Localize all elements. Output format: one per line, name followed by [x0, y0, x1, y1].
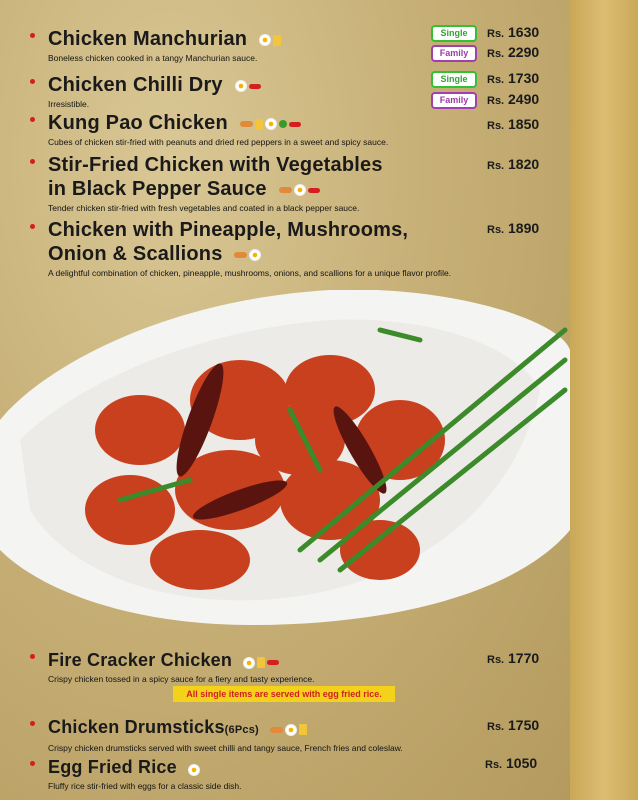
currency: Rs. — [487, 120, 505, 132]
item-description: A delightful combination of chicken, pineapple, mushrooms, onions, and scallions for a unique flavor profile. — [48, 267, 452, 278]
item-name-line-1: Stir-Fried Chicken with Vegetables — [48, 154, 383, 176]
egg-icon — [249, 249, 261, 261]
item-description: Crispy chicken tossed in a spicy sauce for a fiery and tasty experience. — [48, 674, 315, 685]
item-description: Irresistible. — [48, 98, 90, 109]
bullet-icon — [30, 654, 35, 659]
bullet-icon — [30, 224, 35, 229]
item-name: Chicken Chilli Dry — [48, 74, 223, 96]
bullet-icon — [30, 721, 35, 726]
item-icons — [240, 112, 303, 136]
item-name: Chicken Drumsticks — [48, 717, 225, 737]
item-name-line-1: Chicken with Pineapple, Mushrooms, — [48, 219, 409, 241]
price-single — [487, 24, 539, 40]
item-icons — [243, 649, 281, 673]
currency: Rs. — [487, 721, 505, 733]
amount: 1730 — [508, 70, 540, 86]
fries-icon — [273, 35, 281, 46]
menu-item-stir-fried-chicken — [34, 153, 383, 213]
gold-side-strip — [570, 0, 638, 800]
egg-fried-rice-note: All single items are served with egg fried rice. — [173, 686, 395, 702]
amount: 1820 — [508, 156, 540, 172]
leaf-icon — [279, 120, 287, 128]
bullet-icon — [30, 33, 35, 38]
amount: 1630 — [508, 24, 540, 40]
item-name-line-2: in Black Pepper Sauce — [48, 178, 267, 200]
egg-icon — [285, 724, 297, 736]
item-icons — [259, 28, 283, 52]
chili-icon — [289, 122, 301, 127]
item-description: Crispy chicken drumsticks served with sweet chilli and tangy sauce, French fries and coleslaw. — [48, 743, 403, 753]
amount: 1050 — [506, 755, 538, 771]
amount: 1890 — [508, 220, 540, 236]
price-family — [487, 44, 539, 60]
currency: Rs. — [487, 654, 505, 666]
currency: Rs. — [487, 160, 505, 172]
bullet-icon — [30, 159, 35, 164]
item-name: Chicken Manchurian — [48, 28, 248, 50]
item-icons — [188, 756, 202, 780]
chili-icon — [308, 188, 320, 193]
currency: Rs. — [485, 759, 503, 771]
egg-icon — [188, 764, 200, 776]
single-badge: Single — [431, 25, 477, 42]
item-name: Fire Cracker Chicken — [48, 650, 233, 670]
bullet-icon — [30, 761, 35, 766]
menu-item-chicken-drumsticks — [34, 715, 403, 753]
price-single — [487, 70, 539, 86]
amount: 2290 — [508, 44, 540, 60]
currency: Rs. — [487, 95, 505, 107]
price — [487, 220, 539, 236]
egg-icon — [265, 118, 277, 130]
egg-icon — [259, 34, 271, 46]
family-badge: Family — [431, 45, 477, 62]
drumstick-icon — [234, 252, 247, 258]
bullet-icon — [30, 117, 35, 122]
price-family — [487, 91, 539, 107]
price — [487, 156, 539, 172]
price — [487, 116, 539, 132]
item-description: Boneless chicken cooked in a tangy Manchurian sauce. — [48, 52, 258, 63]
item-name: Egg Fried Rice — [48, 757, 177, 777]
currency: Rs. — [487, 48, 505, 60]
chili-icon — [267, 660, 279, 665]
item-icons — [279, 178, 322, 202]
drumstick-icon — [279, 187, 292, 193]
egg-icon — [294, 184, 306, 196]
single-badge: Single — [431, 71, 477, 88]
item-name-line-2: Onion & Scallions — [48, 243, 223, 265]
price — [487, 717, 539, 733]
fries-icon — [257, 657, 265, 668]
price — [485, 755, 537, 771]
menu-item-egg-fried-rice — [34, 755, 242, 791]
item-description: Tender chicken stir-fried with fresh vegetables and coated in a black pepper sauce. — [48, 202, 360, 213]
egg-icon — [243, 657, 255, 669]
item-name: Kung Pao Chicken — [48, 112, 228, 134]
currency: Rs. — [487, 28, 505, 40]
item-icons — [270, 716, 309, 740]
price — [487, 650, 539, 666]
chili-icon — [249, 84, 261, 89]
fries-icon — [299, 724, 307, 735]
item-portion: (6Pcs) — [224, 724, 259, 736]
menu-item-chicken-chilli-dry — [34, 73, 263, 109]
menu-item-chicken-manchurian — [34, 27, 283, 63]
menu-item-chicken-pineapple — [34, 218, 451, 278]
chicken-dish-photo — [0, 290, 570, 630]
item-icons — [234, 243, 263, 267]
fries-icon — [255, 119, 263, 130]
menu-item-fire-cracker-chicken — [34, 648, 314, 684]
item-description: Fluffy rice stir-fried with eggs for a classic side dish. — [48, 781, 242, 792]
amount: 1770 — [508, 650, 540, 666]
amount: 2490 — [508, 91, 540, 107]
currency: Rs. — [487, 74, 505, 86]
drumstick-icon — [240, 121, 253, 127]
bullet-icon — [30, 79, 35, 84]
menu-item-kung-pao-chicken — [34, 111, 388, 147]
drumstick-icon — [270, 727, 283, 733]
amount: 1850 — [508, 116, 540, 132]
family-badge: Family — [431, 92, 477, 109]
egg-icon — [235, 80, 247, 92]
amount: 1750 — [508, 717, 540, 733]
item-icons — [235, 74, 263, 98]
item-description: Cubes of chicken stir-fried with peanuts and dried red peppers in a sweet and spicy sauce. — [48, 136, 389, 147]
currency: Rs. — [487, 224, 505, 236]
